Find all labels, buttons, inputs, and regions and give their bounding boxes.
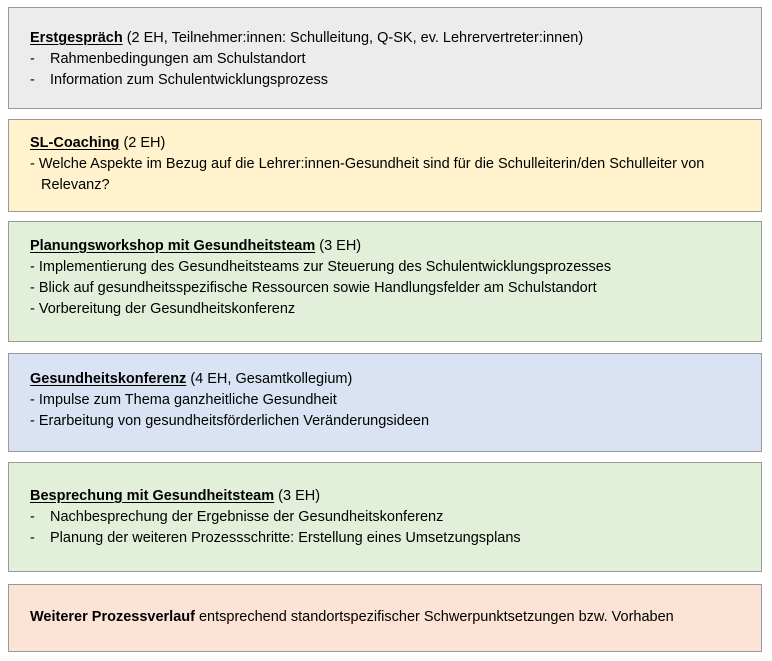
list-item: - Welche Aspekte im Bezug auf die Lehrer:innen-Gesundheit sind für die Schulleiterin/den Schulleiter von Relevanz? xyxy=(30,156,705,193)
box-title: Besprechung mit Gesundheitsteam xyxy=(30,488,275,504)
box-title-line xyxy=(30,133,747,154)
list-item: - Erarbeitung von gesundheitsförderlichen Veränderungsideen xyxy=(30,413,430,429)
list-item: - Blick auf gesundheitsspezifische Ressourcen sowie Handlungsfelder am Schulstandort xyxy=(30,280,597,296)
box-item-list xyxy=(30,257,747,320)
box-title: Planungsworkshop mit Gesundheitsteam xyxy=(30,238,316,254)
box-title: Gesundheitskonferenz xyxy=(30,371,187,387)
box-title-line xyxy=(30,486,747,507)
box-title: Weiterer Prozessverlauf xyxy=(30,609,195,625)
list-item: - Implementierung des Gesundheitsteams zur Steuerung des Schulentwicklungsprozesses xyxy=(30,259,612,275)
box-item-list xyxy=(30,507,747,549)
box-title-suffix: (2 EH) xyxy=(119,135,166,151)
box-title-line xyxy=(30,369,747,390)
box-title-suffix: (4 EH, Gesamtkollegium) xyxy=(186,371,353,387)
list-item: - Rahmenbedingungen am Schulstandort xyxy=(30,51,306,67)
list-item: - Nachbesprechung der Ergebnisse der Gesundheitskonferenz xyxy=(30,509,444,525)
box-sl-coaching xyxy=(8,119,762,212)
box-weiterer-prozessverlauf xyxy=(8,584,762,652)
box-planungsworkshop xyxy=(8,221,762,342)
list-item: - Vorbereitung der Gesundheitskonferenz xyxy=(30,301,296,317)
box-title-suffix: (2 EH, Teilnehmer:innen: Schulleitung, Q-SK, ev. Lehrervertreter:innen) xyxy=(122,30,584,46)
box-title-line xyxy=(30,236,747,257)
box-item-list xyxy=(30,390,747,432)
list-item: - Information zum Schulentwicklungsprozess xyxy=(30,72,329,88)
box-title-line xyxy=(30,28,747,49)
box-title: SL-Coaching xyxy=(30,135,120,151)
list-item: - Impulse zum Thema ganzheitliche Gesundheit xyxy=(30,392,337,408)
box-title: Erstgespräch xyxy=(30,30,123,46)
box-title-line xyxy=(30,607,747,628)
box-title-suffix: (3 EH) xyxy=(274,488,321,504)
box-item-list xyxy=(30,154,747,196)
box-item-list xyxy=(30,49,747,91)
box-title-suffix: entsprechend standortspezifischer Schwerpunktsetzungen bzw. Vorhaben xyxy=(194,609,674,625)
box-title-suffix: (3 EH) xyxy=(315,238,362,254)
box-erstgespraech xyxy=(8,7,762,109)
box-besprechung xyxy=(8,462,762,572)
list-item: - Planung der weiteren Prozessschritte: Erstellung eines Umsetzungsplans xyxy=(30,530,521,546)
box-gesundheitskonferenz xyxy=(8,353,762,452)
